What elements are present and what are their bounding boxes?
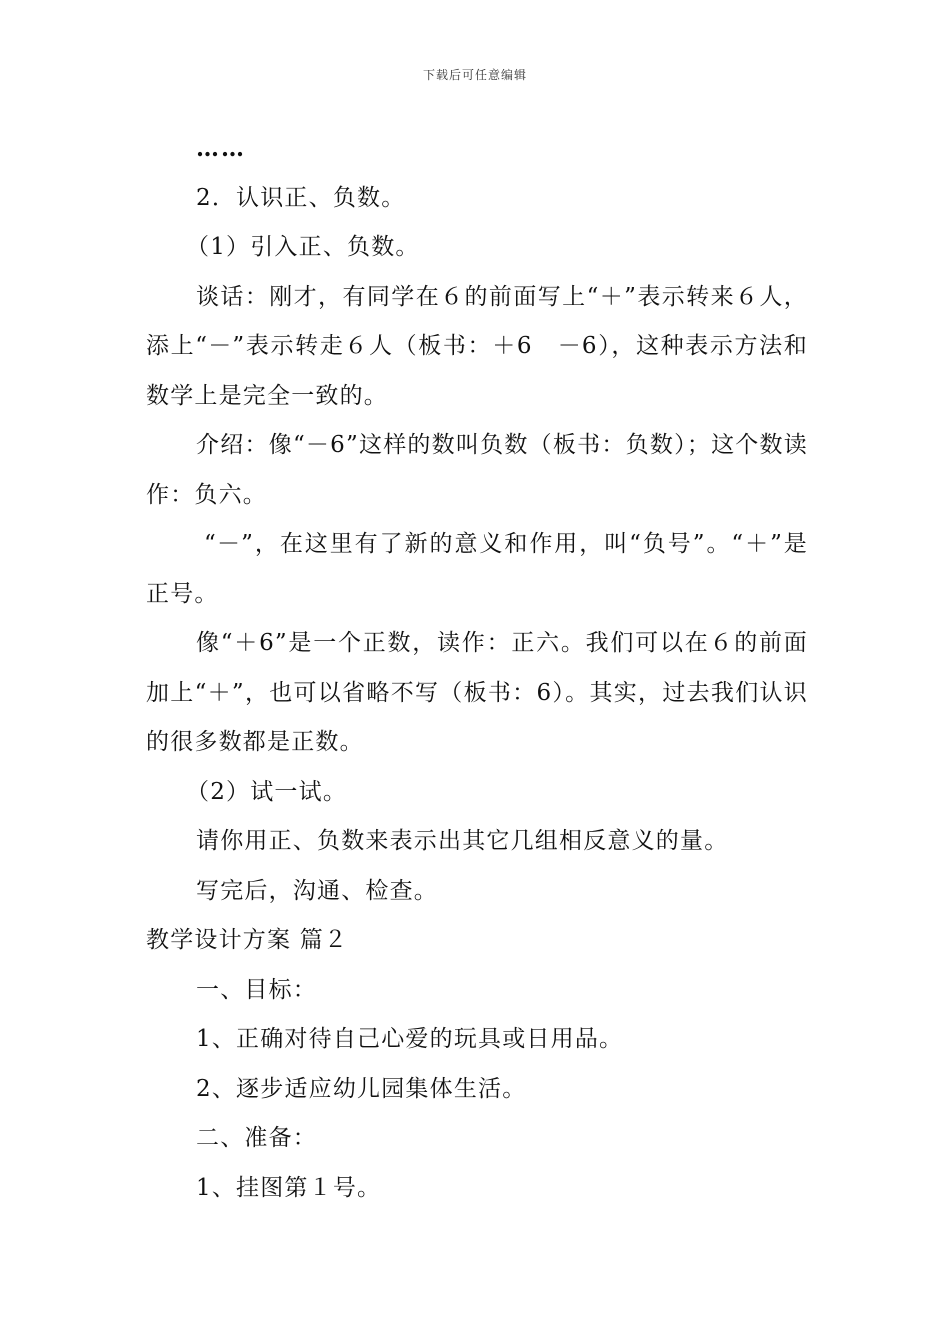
goal-item-1: 1、正确对待自己心爱的玩具或日用品。 bbox=[196, 1026, 624, 1052]
plan-title: 教学设计方案 篇２ bbox=[146, 927, 349, 953]
paragraph-positive-number: 像“＋6”是一个正数，读作：正六。我们可以在６的前面加上“＋”，也可以省略不写（板书：6）。其实，过去我们认识的很多数都是正数。 bbox=[146, 630, 808, 755]
paragraph-talk: 谈话：刚才，有同学在６的前面写上“＋”表示转来６人，添上“－”表示转走６人（板书：＋6 －6），这种表示方法和数学上是完全一致的。 bbox=[146, 283, 808, 409]
section-heading-2: 2．认识正、负数。 bbox=[196, 184, 406, 211]
paragraph-minus-sign: “－”，在这里有了新的意义和作用，叫“负号”。“＋”是正号。 bbox=[146, 531, 808, 607]
paragraph-check: 写完后，沟通、检查。 bbox=[196, 877, 438, 904]
subsection-heading-1: （1）引入正、负数。 bbox=[186, 234, 420, 260]
paragraph-exercise: 请你用正、负数来表示出其它几组相反意义的量。 bbox=[196, 828, 729, 854]
preparation-item-1: 1、挂图第１号。 bbox=[196, 1174, 382, 1201]
heading-preparation: 二、准备： bbox=[196, 1125, 317, 1151]
document-body bbox=[146, 124, 808, 1213]
goal-item-2: 2、逐步适应幼儿园集体生活。 bbox=[196, 1075, 527, 1102]
subsection-heading-2: （2）试一试。 bbox=[186, 778, 348, 805]
ellipsis-line: …… bbox=[196, 135, 246, 162]
heading-goals: 一、目标： bbox=[196, 976, 317, 1003]
page-header-note: 下载后可任意编辑 bbox=[422, 68, 527, 82]
paragraph-introduce: 介绍：像“－6”这样的数叫负数（板书：负数）；这个数读作：负六。 bbox=[146, 432, 808, 508]
